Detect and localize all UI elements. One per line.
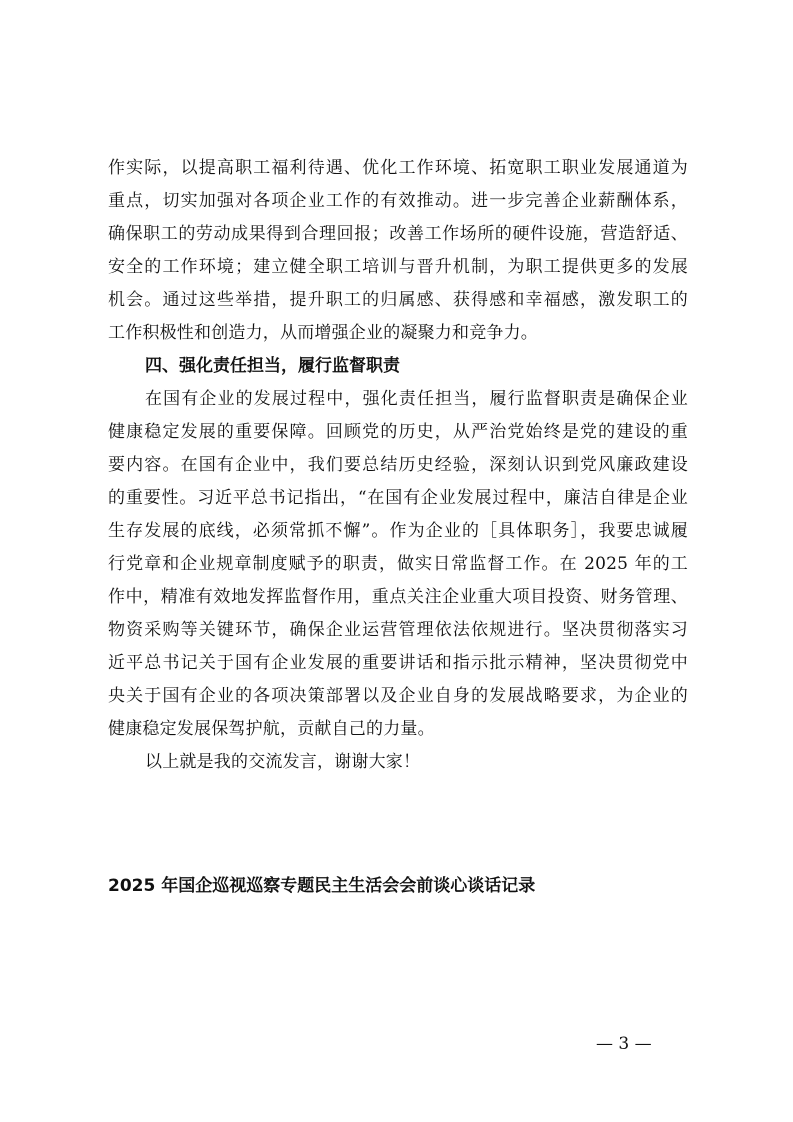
paragraph-line: 近平总书记关于国有企业发展的重要讲话和指示批示精神，坚决贯彻党中 bbox=[108, 653, 688, 673]
section-heading: 四、强化责任担当，履行监督职责 bbox=[145, 356, 400, 376]
document-title: 2025 年国企巡视巡察专题民主生活会会前谈心谈话记录 bbox=[108, 876, 536, 896]
paragraph-line: 健康稳定发展保驾护航，贡献自己的力量。 bbox=[108, 719, 435, 739]
paragraph-line: 物资采购等关键环节，确保企业运营管理依法依规进行。坚决贯彻落实习 bbox=[108, 620, 688, 640]
paragraph-line: 工作积极性和创造力，从而增强企业的凝聚力和竞争力。 bbox=[108, 323, 538, 343]
paragraph-line: 健康稳定发展的重要保障。回顾党的历史，从严治党始终是党的建设的重 bbox=[108, 422, 688, 442]
paragraph-line: 央关于国有企业的各项决策部署以及企业自身的发展战略要求，为企业的 bbox=[108, 686, 688, 706]
paragraph-line: 确保职工的劳动成果得到合理回报；改善工作场所的硬件设施，营造舒适、 bbox=[108, 224, 688, 244]
paragraph-line: 安全的工作环境；建立健全职工培训与晋升机制，为职工提供更多的发展 bbox=[108, 257, 688, 277]
paragraph-line: 行党章和企业规章制度赋予的职责，做实日常监督工作。在 2025 年的工 bbox=[108, 554, 688, 574]
paragraph-line: 的重要性。习近平总书记指出，“在国有企业发展过程中，廉洁自律是企业 bbox=[108, 488, 688, 508]
paragraph-line: 在国有企业的发展过程中，强化责任担当，履行监督职责是确保企业 bbox=[145, 389, 688, 409]
page-number: — 3 — bbox=[596, 1034, 652, 1054]
closing-sentence: 以上就是我的交流发言，谢谢大家！ bbox=[145, 752, 421, 772]
paragraph-line: 作中，精准有效地发挥监督作用，重点关注企业重大项目投资、财务管理、 bbox=[108, 587, 688, 607]
paragraph-line: 作实际，以提高职工福利待遇、优化工作环境、拓宽职工职业发展通道为 bbox=[108, 158, 688, 178]
paragraph-line: 机会。通过这些举措，提升职工的归属感、获得感和幸福感，激发职工的 bbox=[108, 290, 688, 310]
paragraph-line: 要内容。在国有企业中，我们要总结历史经验，深刻认识到党风廉政建设 bbox=[108, 455, 688, 475]
paragraph-line: 生存发展的底线，必须常抓不懈”。作为企业的［具体职务］，我要忠诚履 bbox=[108, 521, 688, 541]
paragraph-line: 重点，切实加强对各项企业工作的有效推动。进一步完善企业薪酬体系， bbox=[108, 191, 688, 211]
